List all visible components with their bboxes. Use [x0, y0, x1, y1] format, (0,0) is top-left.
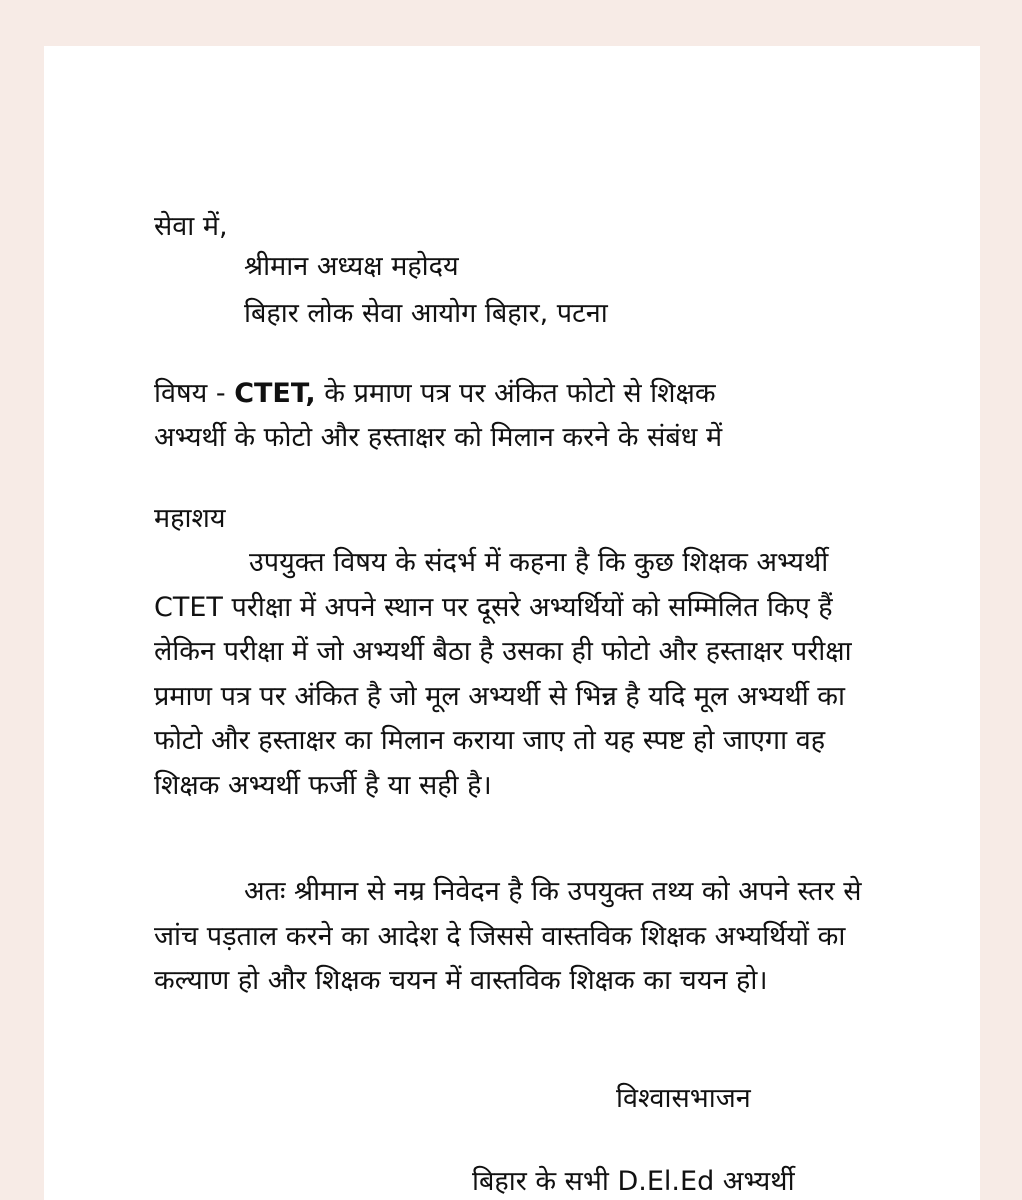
body-paragraph-2-text: अतः श्रीमान से नम्र निवेदन है कि उपयुक्त तथ्य को अपने स्तर से जांच पड़ताल करने का आदेश दे जिससे वास्तविक शिक्षक अभ्यर्थियों का कल्याण हो और शिक्षक चयन में वास्तविक शिक्षक का चयन हो। — [154, 876, 862, 996]
subject-prefix: विषय - — [154, 378, 235, 409]
recipient-title: श्रीमान अध्यक्ष महोदय — [244, 251, 459, 282]
greeting: महाशय — [154, 503, 226, 534]
subject-line-1 — [154, 376, 716, 412]
recipient-org: बिहार लोक सेवा आयोग बिहार, पटना — [244, 298, 608, 329]
body-paragraph-2 — [154, 870, 884, 1004]
body-paragraph-1-text: उपयुक्त विषय के संदर्भ में कहना है कि कुछ शिक्षक अभ्यर्थी CTET परीक्षा में अपने स्थान पर दूसरे अभ्यर्थियों को सम्मिलित किए हैं लेकिन परीक्षा में जो अभ्यर्थी बैठा है उसका ही फोटो और हस्ताक्षर परीक्षा प्रमाण पत्र पर अंकित है जो मूल अभ्यर्थी से भिन्न है यदि मूल अभ्यर्थी का फोटो और हस्ताक्षर का मिलान कराया जाए तो यह स्पष्ट हो जाएगा वह शिक्षक अभ्यर्थी फर्जी है या सही है। — [154, 547, 852, 801]
letter-page — [44, 46, 980, 1200]
salutation-to: सेवा में, — [154, 211, 228, 242]
subject-line-2: अभ्यर्थी के फोटो और हस्ताक्षर को मिलान करने के संबंध में — [154, 422, 723, 453]
signatory: बिहार के सभी D.El.Ed अभ्यर्थी — [472, 1166, 795, 1197]
body-paragraph-1 — [154, 541, 884, 808]
subject-exam-name: CTET, — [234, 378, 316, 409]
subject-line-1-rest: के प्रमाण पत्र पर अंकित फोटो से शिक्षक — [315, 378, 716, 409]
closing: विश्वासभाजन — [616, 1083, 751, 1114]
